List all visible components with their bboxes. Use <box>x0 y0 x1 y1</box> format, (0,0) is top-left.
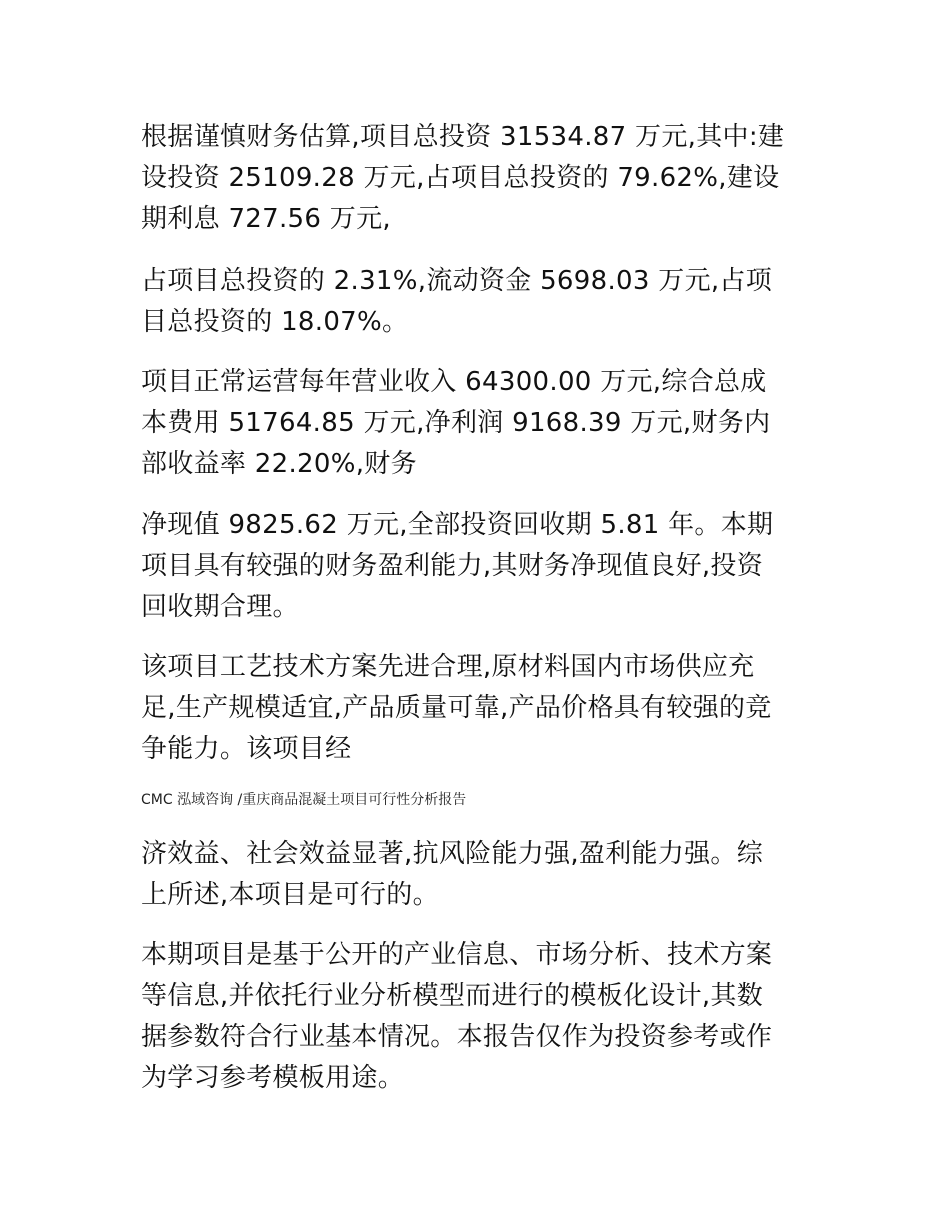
paragraph-npv <box>141 505 821 628</box>
paragraph-investment-estimate <box>141 117 821 240</box>
text-line: 该项目工艺技术方案先进合理,原材料国内市场供应充 <box>141 652 755 682</box>
text-line: 目总投资的 18.07%。 <box>141 307 409 337</box>
text-line: 上所述,本项目是可行的。 <box>141 880 439 910</box>
paragraph-conclusion <box>141 834 821 916</box>
text-line: 回收期合理。 <box>141 592 299 622</box>
text-line: 足,生产规模适宜,产品质量可靠,产品价格具有较强的竞 <box>141 693 772 723</box>
report-source-note: CMC 泓域咨询 /重庆商品混凝土项目可行性分析报告 <box>141 792 467 808</box>
text-line: 争能力。该项目经 <box>141 734 352 764</box>
paragraph-working-capital <box>141 261 821 343</box>
text-line: 设投资 25109.28 万元,占项目总投资的 79.62%,建设 <box>141 163 780 193</box>
text-line: 净现值 9825.62 万元,全部投资回收期 5.81 年。本期 <box>141 510 774 540</box>
text-line: 项目正常运营每年营业收入 64300.00 万元,综合总成 <box>141 367 767 397</box>
paragraph-technology <box>141 647 821 770</box>
text-line: 期利息 727.56 万元, <box>141 204 391 234</box>
text-line: 为学习参考模板用途。 <box>141 1063 405 1093</box>
text-line: 部收益率 22.20%,财务 <box>141 449 417 479</box>
text-line: 占项目总投资的 2.31%,流动资金 5698.03 万元,占项 <box>141 266 773 296</box>
text-line: 根据谨慎财务估算,项目总投资 31534.87 万元,其中:建 <box>141 122 785 152</box>
text-line: 本期项目是基于公开的产业信息、市场分析、技术方案 <box>141 940 773 970</box>
paragraph-revenue <box>141 362 821 485</box>
text-line: 本费用 51764.85 万元,净利润 9168.39 万元,财务内 <box>141 408 771 438</box>
text-line: 项目具有较强的财务盈利能力,其财务净现值良好,投资 <box>141 551 764 581</box>
text-line: 济效益、社会效益显著,抗风险能力强,盈利能力强。综 <box>141 839 764 869</box>
paragraph-disclaimer <box>141 935 821 1099</box>
text-line: 据参数符合行业基本情况。本报告仅作为投资参考或作 <box>141 1022 773 1052</box>
text-line: 等信息,并依托行业分析模型而进行的模板化设计,其数 <box>141 981 764 1011</box>
